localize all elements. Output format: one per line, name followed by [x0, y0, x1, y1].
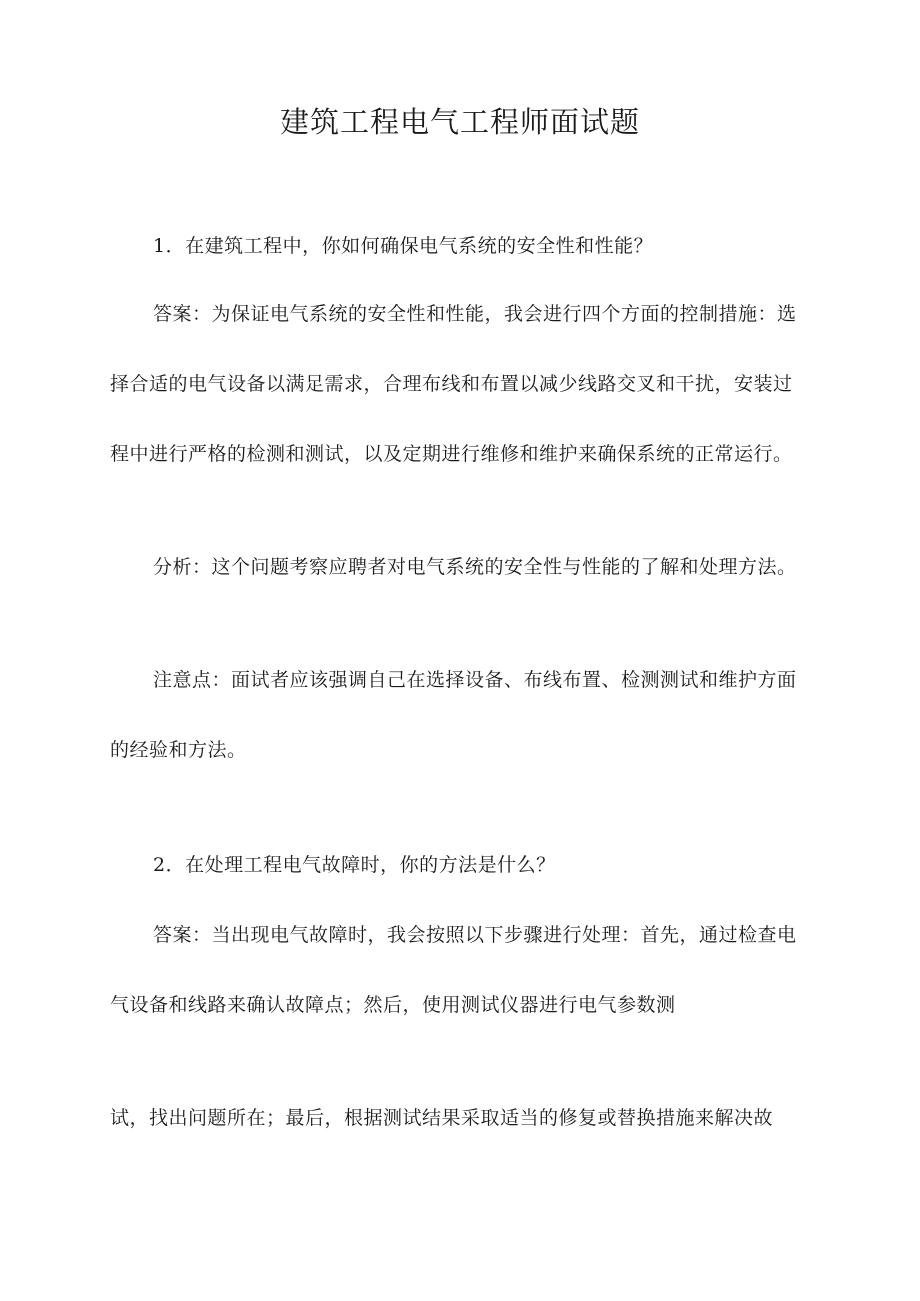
answer-2-line-2: 气设备和线路来确认故障点；然后，使用测试仪器进行电气参数测: [110, 994, 676, 1016]
document-title: 建筑工程电气工程师面试题: [279, 105, 640, 139]
answer-1-line-2: 择合适的电气设备以满足需求，合理布线和布置以减少线路交叉和干扰，安装过: [110, 373, 793, 395]
answer-2-line-3: 试，找出问题所在；最后，根据测试结果采取适当的修复或替换措施来解决故: [110, 1107, 774, 1129]
question-1: 1．在建筑工程中，你如何确保电气系统的安全性和性能？: [153, 235, 654, 257]
answer-1-line-3: 程中进行严格的检测和测试，以及定期进行维修和维护来确保系统的正常运行。: [110, 443, 793, 465]
answer-1-line-1: 答案：为保证电气系统的安全性和性能，我会进行四个方面的控制措施：选: [153, 303, 797, 325]
answer-2-line-1: 答案：当出现电气故障时，我会按照以下步骤进行处理：首先，通过检查电: [153, 924, 797, 946]
note-1-line-2: 的经验和方法。: [110, 739, 247, 761]
note-1-line-1: 注意点：面试者应该强调自己在选择设备、布线布置、检测测试和维护方面: [153, 669, 797, 691]
analysis-1: 分析：这个问题考察应聘者对电气系统的安全性与性能的了解和处理方法。: [153, 556, 797, 578]
question-2: 2．在处理工程电气故障时，你的方法是什么？: [153, 854, 556, 876]
